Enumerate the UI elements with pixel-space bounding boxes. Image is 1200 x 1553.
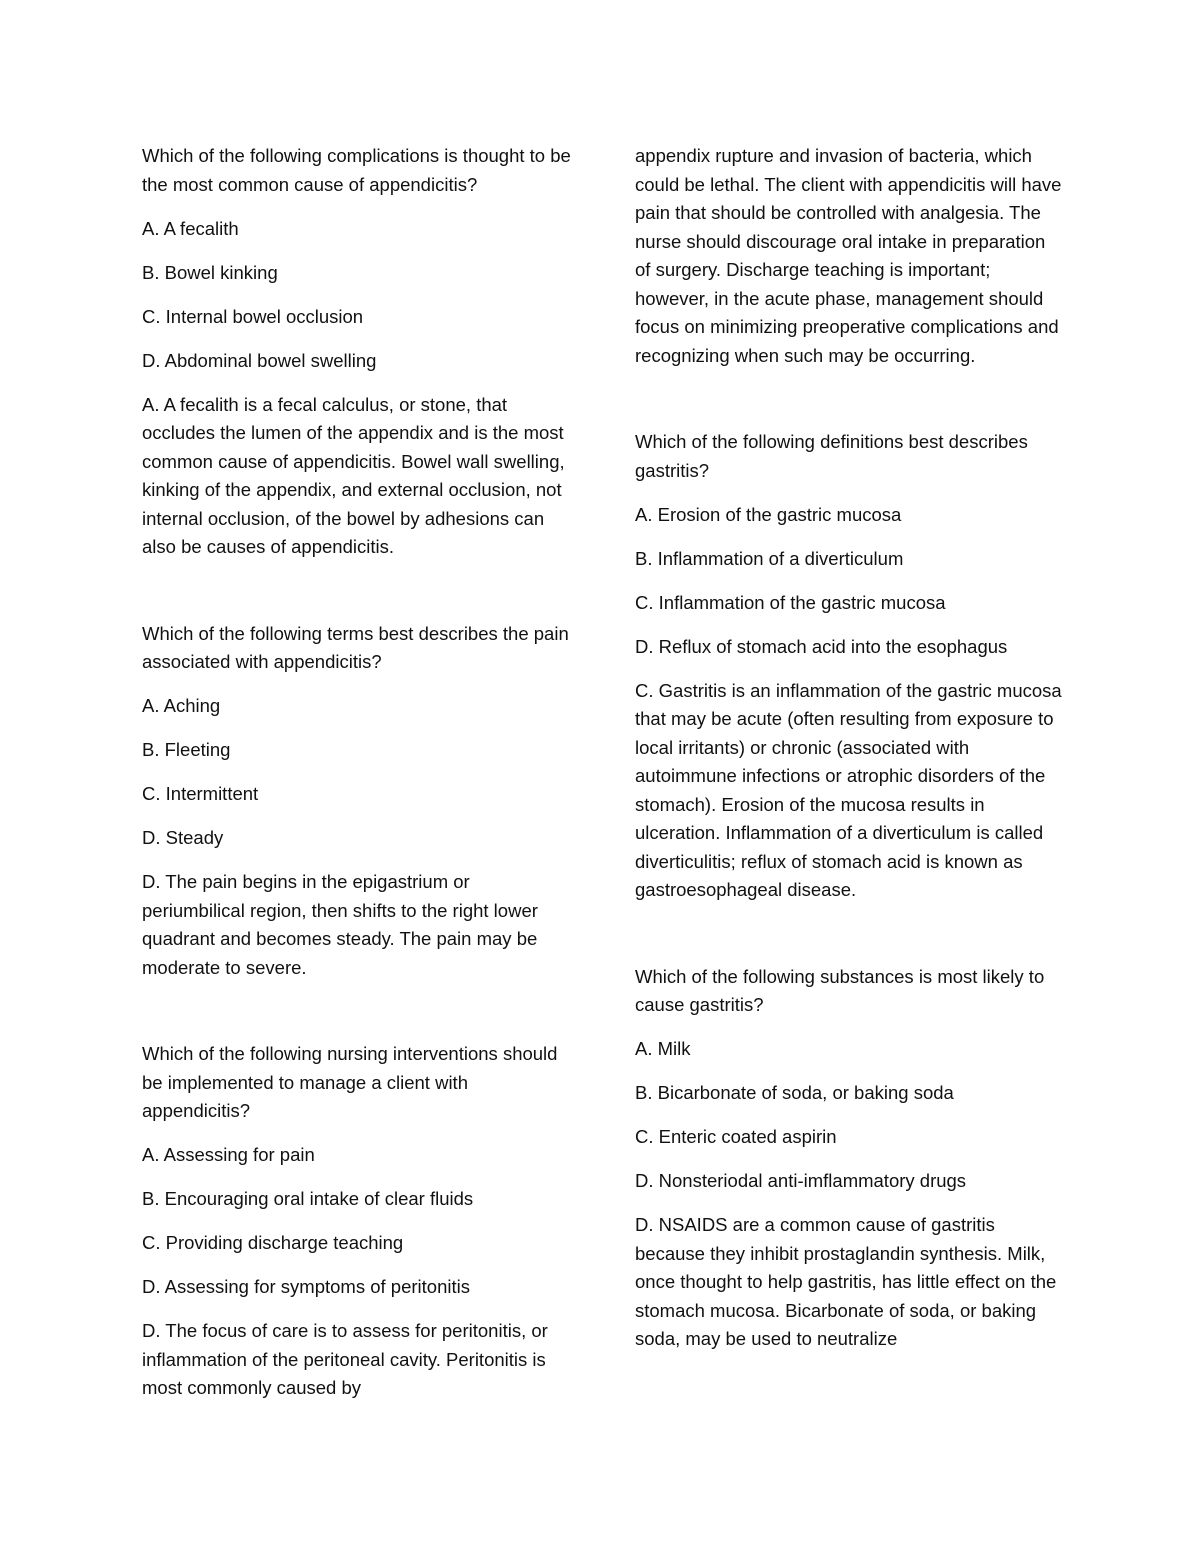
question-text: Which of the following definitions best describes gastritis?	[635, 431, 1028, 481]
answer-explanation: D. The pain begins in the epigastrium or periumbilical region, then shifts to the right lower quadrant and becomes steady. The pain may be moderate to severe.	[142, 871, 538, 978]
continued-explanation: appendix rupture and invasion of bacteria, which could be lethal. The client with appendicitis will have pain that should be controlled with analgesia. The nurse should discourage oral intake in preparation of surgery. Discharge teaching is important; however, in the acute phase, management should focus on minimizing preoperative complications and recognizing when such may be occurring.	[635, 145, 1062, 366]
question-text: Which of the following substances is most likely to cause gastritis?	[635, 965, 1045, 1015]
option-c: C. Internal bowel occlusion	[142, 305, 364, 327]
option-b: B. Inflammation of a diverticulum	[635, 547, 904, 569]
option-a: A. Milk	[635, 1038, 691, 1059]
option-b: B. Bicarbonate of soda, or baking soda	[635, 1082, 954, 1103]
left-column	[142, 142, 572, 1403]
option-c: C. Providing discharge teaching	[142, 1232, 404, 1253]
option-a: A. Assessing for pain	[142, 1144, 315, 1165]
spacer	[635, 370, 1065, 428]
option-d: D. Assessing for symptoms of peritonitis	[142, 1276, 470, 1297]
answer-explanation: C. Gastritis is an inflammation of the gastric mucosa that may be acute (often resulting from exposure to local irritants) or chronic (associated with autoimmune infections or atrophic disorders of the stomach). Erosion of the mucosa results in ulceration. Inflammation of a diverticulum is called diverticulitis; reflux of stomach acid is known as gastroesophageal disease.	[635, 679, 1062, 900]
option-d: D. Steady	[142, 827, 224, 848]
question-block-4	[635, 428, 1065, 905]
option-b: B. Fleeting	[142, 739, 231, 760]
option-a: A. A fecalith	[142, 217, 239, 239]
question-text: Which of the following complications is thought to be the most common cause of appendicitis?	[142, 145, 571, 195]
right-column	[635, 142, 1065, 1354]
option-d: D. Nonsteriodal anti-imflammatory drugs	[635, 1170, 967, 1191]
question-block-1	[142, 142, 572, 562]
answer-explanation: D. NSAIDS are a common cause of gastritis because they inhibit prostaglandin synthesis. Milk, once thought to help gastritis, has little effect on the stomach mucosa. Bicarbonate of soda, or baking soda, may be used to neutralize	[635, 1214, 1057, 1349]
option-c: C. Intermittent	[142, 783, 259, 804]
spacer	[142, 982, 572, 1040]
answer-explanation: D. The focus of care is to assess for peritonitis, or inflammation of the peritoneal cavity. Peritonitis is most commonly caused by	[142, 1320, 548, 1398]
option-a: A. Aching	[142, 695, 221, 716]
option-d: D. Reflux of stomach acid into the esophagus	[635, 635, 1008, 657]
option-c: C. Inflammation of the gastric mucosa	[635, 591, 946, 613]
spacer	[635, 905, 1065, 963]
option-b: B. Encouraging oral intake of clear fluids	[142, 1188, 474, 1209]
question-text: Which of the following nursing interventions should be implemented to manage a client with appendicitis?	[142, 1043, 558, 1121]
question-block-3	[142, 1040, 572, 1403]
option-d: D. Abdominal bowel swelling	[142, 349, 377, 371]
option-a: A. Erosion of the gastric mucosa	[635, 503, 902, 525]
answer-explanation: A. A fecalith is a fecal calculus, or stone, that occludes the lumen of the appendix and is the most common cause of appendicitis. Bowel wall swelling, kinking of the appendix, and external occlusion, not internal occlusion, of the bowel by adhesions can also be causes of appendicitis.	[142, 393, 565, 557]
question-block-5	[635, 963, 1065, 1354]
option-b: B. Bowel kinking	[142, 261, 278, 283]
option-c: C. Enteric coated aspirin	[635, 1126, 837, 1147]
spacer	[142, 562, 572, 620]
question-text: Which of the following terms best describes the pain associated with appendicitis?	[142, 622, 569, 672]
question-block-2	[142, 620, 572, 983]
